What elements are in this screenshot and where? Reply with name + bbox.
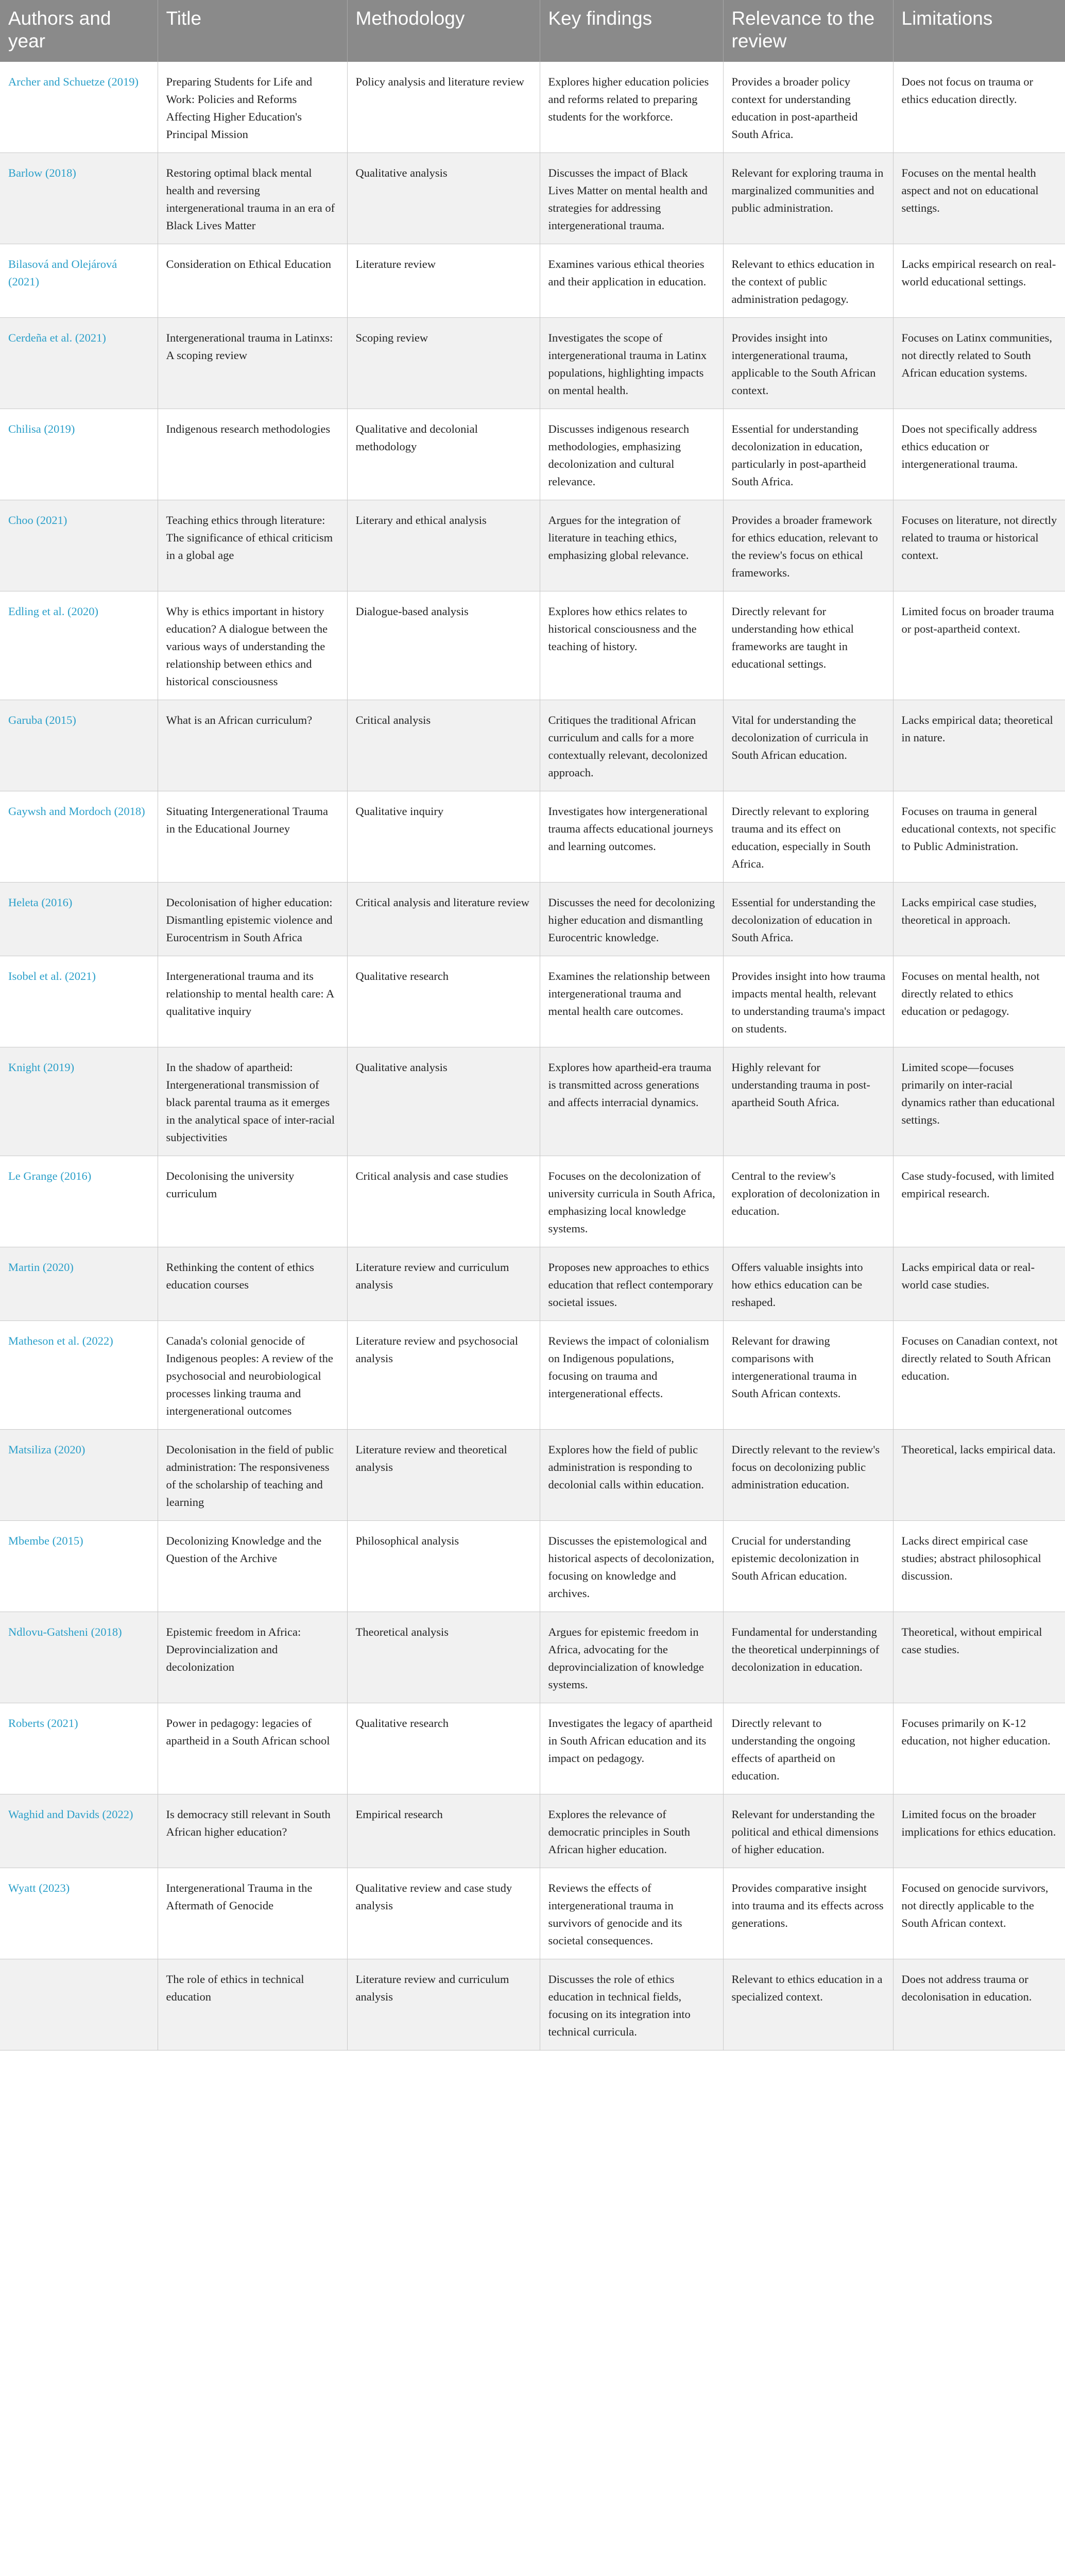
cell-author[interactable]: Choo (2021) — [0, 500, 158, 591]
cell-key-findings: Explores how apartheid-era trauma is transmitted across generations and affects interracial dynamics. — [540, 1047, 723, 1156]
table-row — [0, 1959, 1065, 2050]
cell-title: Intergenerational trauma in Latinxs: A scoping review — [158, 318, 347, 409]
cell-author[interactable]: Archer and Schuetze (2019) — [0, 62, 158, 153]
cell-relevance: Directly relevant to exploring trauma and its effect on education, especially in South Africa. — [723, 791, 893, 883]
cell-methodology: Qualitative analysis — [347, 1047, 540, 1156]
cell-author[interactable]: Edling et al. (2020) — [0, 591, 158, 700]
cell-methodology: Empirical research — [347, 1794, 540, 1868]
cell-author[interactable]: Martin (2020) — [0, 1247, 158, 1321]
cell-key-findings: Explores higher education policies and reforms related to preparing students for the workforce. — [540, 62, 723, 153]
cell-relevance: Provides a broader framework for ethics education, relevant to the review's focus on ethical frameworks. — [723, 500, 893, 591]
cell-limitations: Limited focus on the broader implications for ethics education. — [893, 1794, 1065, 1868]
cell-key-findings: Investigates the scope of intergenerational trauma in Latinx populations, highlighting impacts on mental health. — [540, 318, 723, 409]
cell-relevance: Relevant to ethics education in the context of public administration pedagogy. — [723, 244, 893, 318]
cell-limitations: Theoretical, without empirical case studies. — [893, 1612, 1065, 1703]
cell-relevance: Provides comparative insight into trauma and its effects across generations. — [723, 1868, 893, 1959]
cell-author[interactable]: Knight (2019) — [0, 1047, 158, 1156]
cell-title: Situating Intergenerational Trauma in the Educational Journey — [158, 791, 347, 883]
cell-relevance: Provides insight into how trauma impacts mental health, relevant to understanding trauma's impact on students. — [723, 956, 893, 1047]
cell-relevance: Directly relevant to understanding the ongoing effects of apartheid on education. — [723, 1703, 893, 1794]
table-row — [0, 1868, 1065, 1959]
cell-methodology: Critical analysis and literature review — [347, 883, 540, 956]
cell-limitations: Focuses on literature, not directly related to trauma or historical context. — [893, 500, 1065, 591]
cell-methodology: Theoretical analysis — [347, 1612, 540, 1703]
cell-relevance: Fundamental for understanding the theoretical underpinnings of decolonization in education. — [723, 1612, 893, 1703]
cell-title: Intergenerational Trauma in the Aftermath of Genocide — [158, 1868, 347, 1959]
cell-title: Decolonisation in the field of public administration: The responsiveness of the scholarship of teaching and learning — [158, 1430, 347, 1521]
cell-key-findings: Explores how ethics relates to historical consciousness and the teaching of history. — [540, 591, 723, 700]
cell-limitations: Limited scope—focuses primarily on inter-racial dynamics rather than educational settings. — [893, 1047, 1065, 1156]
cell-limitations: Case study-focused, with limited empirical research. — [893, 1156, 1065, 1247]
cell-methodology: Qualitative research — [347, 1703, 540, 1794]
cell-relevance: Offers valuable insights into how ethics education can be reshaped. — [723, 1247, 893, 1321]
table-row — [0, 1430, 1065, 1521]
cell-author[interactable] — [0, 1959, 158, 2050]
cell-limitations: Lacks empirical research on real-world educational settings. — [893, 244, 1065, 318]
cell-author[interactable]: Ndlovu-Gatsheni (2018) — [0, 1612, 158, 1703]
cell-author[interactable]: Bilasová and Olejárová (2021) — [0, 244, 158, 318]
table-row — [0, 1047, 1065, 1156]
cell-key-findings: Investigates how intergenerational trauma affects educational journeys and learning outcomes. — [540, 791, 723, 883]
table-row — [0, 318, 1065, 409]
table-row — [0, 1521, 1065, 1612]
cell-limitations: Focuses primarily on K-12 education, not higher education. — [893, 1703, 1065, 1794]
table-row — [0, 62, 1065, 153]
table-row — [0, 500, 1065, 591]
header-row — [0, 0, 1065, 62]
cell-methodology: Literature review and theoretical analysis — [347, 1430, 540, 1521]
cell-methodology: Qualitative and decolonial methodology — [347, 409, 540, 500]
cell-limitations: Does not focus on trauma or ethics education directly. — [893, 62, 1065, 153]
cell-relevance: Directly relevant for understanding how ethical frameworks are taught in educational settings. — [723, 591, 893, 700]
cell-title: Why is ethics important in history education? A dialogue between the various ways of understanding the relationship between ethics and historical consciousness — [158, 591, 347, 700]
cell-key-findings: Discusses the role of ethics education in technical fields, focusing on its integration into technical curricula. — [540, 1959, 723, 2050]
cell-key-findings: Discusses the epistemological and historical aspects of decolonization, focusing on knowledge and archives. — [540, 1521, 723, 1612]
cell-title: Power in pedagogy: legacies of apartheid in a South African school — [158, 1703, 347, 1794]
cell-limitations: Focuses on Canadian context, not directly related to South African education. — [893, 1321, 1065, 1430]
table-row — [0, 409, 1065, 500]
table-header — [0, 0, 1065, 62]
cell-methodology: Literature review and psychosocial analysis — [347, 1321, 540, 1430]
cell-key-findings: Argues for the integration of literature in teaching ethics, emphasizing global relevance. — [540, 500, 723, 591]
cell-methodology: Dialogue-based analysis — [347, 591, 540, 700]
cell-relevance: Vital for understanding the decolonization of curricula in South African education. — [723, 700, 893, 791]
cell-relevance: Provides a broader policy context for understanding education in post-apartheid South Africa. — [723, 62, 893, 153]
table-row — [0, 1794, 1065, 1868]
cell-relevance: Relevant for drawing comparisons with intergenerational trauma in South African contexts. — [723, 1321, 893, 1430]
cell-title: Decolonizing Knowledge and the Question of the Archive — [158, 1521, 347, 1612]
cell-methodology: Qualitative inquiry — [347, 791, 540, 883]
cell-methodology: Policy analysis and literature review — [347, 62, 540, 153]
cell-key-findings: Examines various ethical theories and their application in education. — [540, 244, 723, 318]
table-row — [0, 1703, 1065, 1794]
cell-title: Epistemic freedom in Africa: Deprovincialization and decolonization — [158, 1612, 347, 1703]
cell-title: Consideration on Ethical Education — [158, 244, 347, 318]
cell-title: What is an African curriculum? — [158, 700, 347, 791]
cell-title: Intergenerational trauma and its relationship to mental health care: A qualitative inquiry — [158, 956, 347, 1047]
cell-relevance: Provides insight into intergenerational trauma, applicable to the South African context. — [723, 318, 893, 409]
cell-author[interactable]: Mbembe (2015) — [0, 1521, 158, 1612]
table-row — [0, 700, 1065, 791]
cell-author[interactable]: Roberts (2021) — [0, 1703, 158, 1794]
cell-title: Restoring optimal black mental health and reversing intergenerational trauma in an era of Black Lives Matter — [158, 153, 347, 244]
cell-methodology: Literature review — [347, 244, 540, 318]
cell-author[interactable]: Chilisa (2019) — [0, 409, 158, 500]
cell-key-findings: Explores how the field of public administration is responding to decolonial calls within education. — [540, 1430, 723, 1521]
header-title: Title — [158, 0, 347, 62]
cell-relevance: Relevant for exploring trauma in marginalized communities and public administration. — [723, 153, 893, 244]
cell-title: Indigenous research methodologies — [158, 409, 347, 500]
table-row — [0, 883, 1065, 956]
cell-key-findings: Examines the relationship between intergenerational trauma and mental health care outcomes. — [540, 956, 723, 1047]
cell-limitations: Limited focus on broader trauma or post-apartheid context. — [893, 591, 1065, 700]
cell-methodology: Scoping review — [347, 318, 540, 409]
table-row — [0, 1612, 1065, 1703]
cell-title: Teaching ethics through literature: The significance of ethical criticism in a global age — [158, 500, 347, 591]
cell-methodology: Literary and ethical analysis — [347, 500, 540, 591]
cell-relevance: Central to the review's exploration of decolonization in education. — [723, 1156, 893, 1247]
cell-relevance: Essential for understanding decolonization in education, particularly in post-apartheid South Africa. — [723, 409, 893, 500]
cell-title: The role of ethics in technical education — [158, 1959, 347, 2050]
cell-key-findings: Reviews the impact of colonialism on Indigenous populations, focusing on trauma and intergenerational effects. — [540, 1321, 723, 1430]
cell-author[interactable]: Isobel et al. (2021) — [0, 956, 158, 1047]
cell-key-findings: Discusses indigenous research methodologies, emphasizing decolonization and cultural relevance. — [540, 409, 723, 500]
cell-title: Decolonisation of higher education: Dismantling epistemic violence and Eurocentrism in South Africa — [158, 883, 347, 956]
header-key-findings: Key findings — [540, 0, 723, 62]
cell-author[interactable]: Le Grange (2016) — [0, 1156, 158, 1247]
cell-author[interactable]: Cerdeña et al. (2021) — [0, 318, 158, 409]
cell-limitations: Focused on genocide survivors, not directly applicable to the South African context. — [893, 1868, 1065, 1959]
cell-title: Decolonising the university curriculum — [158, 1156, 347, 1247]
table-row — [0, 1156, 1065, 1247]
cell-relevance: Directly relevant to the review's focus on decolonizing public administration education. — [723, 1430, 893, 1521]
table-row — [0, 244, 1065, 318]
cell-title: Preparing Students for Life and Work: Policies and Reforms Affecting Higher Education's Principal Mission — [158, 62, 347, 153]
cell-limitations: Does not specifically address ethics education or intergenerational trauma. — [893, 409, 1065, 500]
cell-author[interactable]: Garuba (2015) — [0, 700, 158, 791]
cell-key-findings: Discusses the impact of Black Lives Matter on mental health and strategies for addressing intergenerational trauma. — [540, 153, 723, 244]
cell-author[interactable]: Wyatt (2023) — [0, 1868, 158, 1959]
table-row — [0, 956, 1065, 1047]
cell-key-findings: Argues for epistemic freedom in Africa, advocating for the deprovincialization of knowledge systems. — [540, 1612, 723, 1703]
cell-limitations: Lacks empirical case studies, theoretical in approach. — [893, 883, 1065, 956]
cell-key-findings: Discusses the need for decolonizing higher education and dismantling Eurocentric knowledge. — [540, 883, 723, 956]
cell-methodology: Qualitative analysis — [347, 153, 540, 244]
cell-methodology: Qualitative review and case study analysis — [347, 1868, 540, 1959]
cell-methodology: Literature review and curriculum analysis — [347, 1247, 540, 1321]
cell-author[interactable]: Heleta (2016) — [0, 883, 158, 956]
cell-key-findings: Investigates the legacy of apartheid in South African education and its impact on pedagogy. — [540, 1703, 723, 1794]
table-row — [0, 1247, 1065, 1321]
cell-relevance: Crucial for understanding epistemic decolonization in South African education. — [723, 1521, 893, 1612]
cell-key-findings: Reviews the effects of intergenerational trauma in survivors of genocide and its societal consequences. — [540, 1868, 723, 1959]
cell-limitations: Does not address trauma or decolonisation in education. — [893, 1959, 1065, 2050]
table-row — [0, 591, 1065, 700]
cell-methodology: Critical analysis — [347, 700, 540, 791]
cell-author[interactable]: Waghid and Davids (2022) — [0, 1794, 158, 1868]
cell-key-findings: Critiques the traditional African curriculum and calls for a more contextually relevant, decolonized approach. — [540, 700, 723, 791]
header-limitations: Limitations — [893, 0, 1065, 62]
cell-methodology: Literature review and curriculum analysis — [347, 1959, 540, 2050]
table-row — [0, 791, 1065, 883]
cell-limitations: Focuses on mental health, not directly related to ethics education or pedagogy. — [893, 956, 1065, 1047]
header-methodology: Methodology — [347, 0, 540, 62]
table-row — [0, 1321, 1065, 1430]
cell-author[interactable]: Matheson et al. (2022) — [0, 1321, 158, 1430]
header-authors-and-year: Authors and year — [0, 0, 158, 62]
table-body — [0, 62, 1065, 2050]
cell-author[interactable]: Barlow (2018) — [0, 153, 158, 244]
cell-limitations: Lacks empirical data; theoretical in nature. — [893, 700, 1065, 791]
cell-limitations: Theoretical, lacks empirical data. — [893, 1430, 1065, 1521]
cell-relevance: Relevant to ethics education in a specialized context. — [723, 1959, 893, 2050]
cell-key-findings: Focuses on the decolonization of university curricula in South Africa, emphasizing local knowledge systems. — [540, 1156, 723, 1247]
cell-limitations: Focuses on Latinx communities, not directly related to South African education systems. — [893, 318, 1065, 409]
cell-methodology: Critical analysis and case studies — [347, 1156, 540, 1247]
cell-title: In the shadow of apartheid: Intergenerational transmission of black parental trauma as it emerges in the analytical space of inter-racial subjectivities — [158, 1047, 347, 1156]
cell-author[interactable]: Gaywsh and Mordoch (2018) — [0, 791, 158, 883]
cell-limitations: Lacks direct empirical case studies; abstract philosophical discussion. — [893, 1521, 1065, 1612]
cell-methodology: Philosophical analysis — [347, 1521, 540, 1612]
cell-relevance: Highly relevant for understanding trauma in post-apartheid South Africa. — [723, 1047, 893, 1156]
cell-relevance: Relevant for understanding the political and ethical dimensions of higher education. — [723, 1794, 893, 1868]
cell-relevance: Essential for understanding the decolonization of education in South Africa. — [723, 883, 893, 956]
cell-limitations: Focuses on trauma in general educational contexts, not specific to Public Administration. — [893, 791, 1065, 883]
cell-limitations: Lacks empirical data or real-world case studies. — [893, 1247, 1065, 1321]
cell-key-findings: Proposes new approaches to ethics education that reflect contemporary societal issues. — [540, 1247, 723, 1321]
cell-title: Rethinking the content of ethics education courses — [158, 1247, 347, 1321]
cell-limitations: Focuses on the mental health aspect and not on educational settings. — [893, 153, 1065, 244]
table-row — [0, 153, 1065, 244]
cell-methodology: Qualitative research — [347, 956, 540, 1047]
cell-title: Is democracy still relevant in South African higher education? — [158, 1794, 347, 1868]
cell-title: Canada's colonial genocide of Indigenous peoples: A review of the psychosocial and neurobiological processes linking trauma and intergenerational outcomes — [158, 1321, 347, 1430]
header-relevance: Relevance to the review — [723, 0, 893, 62]
cell-key-findings: Explores the relevance of democratic principles in South African higher education. — [540, 1794, 723, 1868]
cell-author[interactable]: Matsiliza (2020) — [0, 1430, 158, 1521]
